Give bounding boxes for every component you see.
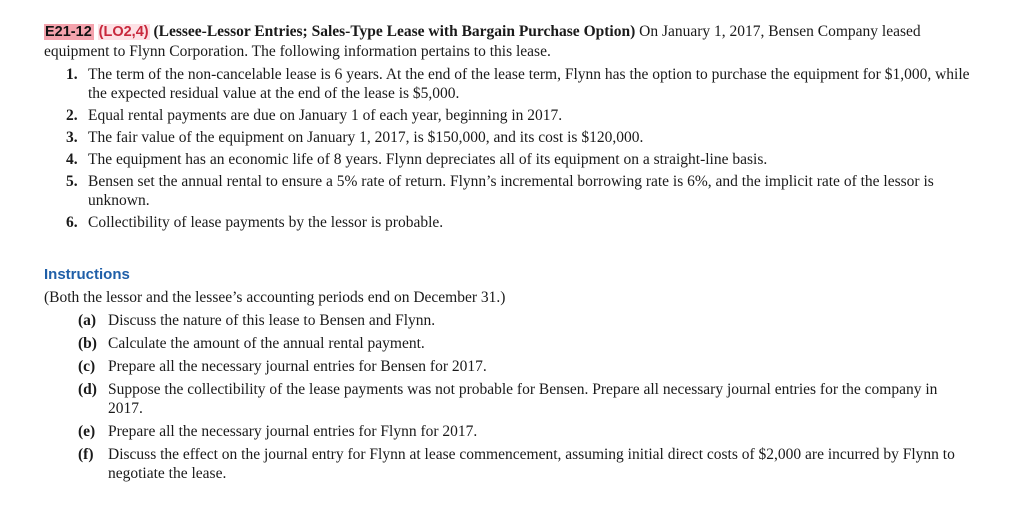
part-text: Suppose the collectibility of the lease payments was not probable for Bensen. Prepare all necessary journal entries for the company in 2017. [108,381,938,417]
part-label: (e) [78,423,96,440]
exercise-intro: On January 1, 2017, Bensen Company leased equipment to Flynn Corporation. The following information pertains to this lease. [44,23,921,60]
fact-number: 5. [66,173,78,190]
exercise-page [44,22,974,483]
fact-number: 1. [66,66,78,83]
part-text: Calculate the amount of the annual rental payment. [108,335,425,352]
fact-item [44,213,974,232]
fact-text: Bensen set the annual rental to ensure a 5% rate of return. Flynn’s incremental borrowing rate is 6%, and the implicit rate of the lessor is unknown. [88,173,934,209]
part-label: (c) [78,358,96,375]
part-label: (d) [78,381,97,398]
instructions-heading: Instructions [44,266,130,283]
facts-list [44,65,974,232]
fact-text: Equal rental payments are due on January 1 of each year, beginning in 2017. [88,107,563,124]
instructions-parts-list [44,311,974,483]
exercise-header [44,22,974,61]
learning-objectives: (LO2,4) [98,24,149,40]
part-label: (f) [78,446,94,463]
part-text: Prepare all the necessary journal entries for Bensen for 2017. [108,358,487,375]
part-text: Discuss the effect on the journal entry for Flynn at lease commencement, assuming initial direct costs of $2,000 are incurred by Flynn to negotiate the lease. [108,446,955,482]
fact-item [44,65,974,103]
fact-item [44,150,974,169]
fact-number: 2. [66,107,78,124]
fact-text: The term of the non-cancelable lease is 6 years. At the end of the lease term, Flynn has the option to purchase the equipment for $1,000, while the expected residual value at the end of the lease is $5,000. [88,66,970,102]
instruction-part [44,422,974,441]
instruction-part [44,357,974,376]
instruction-part [44,380,974,418]
part-label: (a) [78,312,97,329]
fact-text: Collectibility of lease payments by the lessor is probable. [88,214,444,231]
exercise-title: (Lessee-Lessor Entries; Sales-Type Lease with Bargain Purchase Option) [153,23,636,40]
fact-text: The fair value of the equipment on January 1, 2017, is $150,000, and its cost is $120,000. [88,129,644,146]
fact-item [44,172,974,210]
exercise-code: E21-12 [45,24,92,40]
fact-number: 3. [66,129,78,146]
fact-item [44,128,974,147]
instruction-part [44,334,974,353]
instructions-note: (Both the lessor and the lessee’s accounting periods end on December 31.) [44,289,506,306]
part-label: (b) [78,335,97,352]
part-text: Prepare all the necessary journal entries for Flynn for 2017. [108,423,478,440]
fact-item [44,106,974,125]
part-text: Discuss the nature of this lease to Bensen and Flynn. [108,312,436,329]
fact-number: 4. [66,151,78,168]
fact-number: 6. [66,214,78,231]
instruction-part [44,311,974,330]
fact-text: The equipment has an economic life of 8 years. Flynn depreciates all of its equipment on a straight-line basis. [88,151,768,168]
instruction-part [44,445,974,483]
